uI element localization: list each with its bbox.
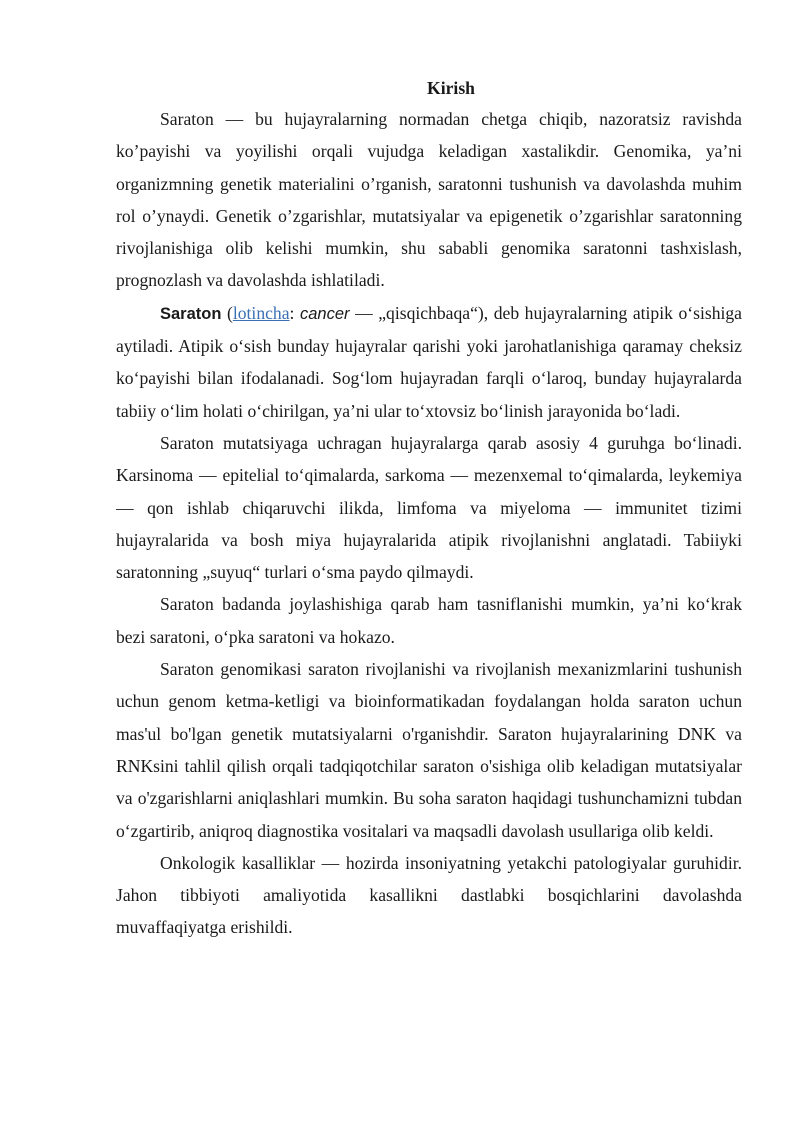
page-title: Kirish — [427, 78, 475, 98]
colon-text: : — [289, 302, 300, 323]
paragraph-genomics: Saraton genomikasi saraton rivojlanishi va rivojlanish mexanizmlarini tushunish uchun genom ketma-ketligi va bioinformatikadan foydalangan holda saraton uchun mas'ul bo'lgan genetik mutatsiyalarni o'rganishdir. Saraton hujayralarining DNK va RNKsini tahlil qilish orqali tadqiqotchilar saraton o'sishiga olib keladigan mutatsiyalar va o'zgarishlarni aniqlashlari mumkin. Bu soha saraton haqidagi tushunchamizni tubdan oʻzgartirib, aniqroq diagnostika vositalari va maqsadli davolash usullariga olib keldi. — [116, 659, 742, 841]
paragraph-oncology: Onkologik kasalliklar — hozirda insoniyatning yetakchi patologiyalar guruhidir. Jahon tibbiyoti amaliyotida kasallikni dastlabki bosqichlarini davolashda muvaffaqiyatga erishildi. — [116, 852, 742, 938]
lotincha-link[interactable]: lotincha — [232, 302, 290, 323]
open-paren: ( — [221, 302, 233, 323]
term-saraton: Saraton — [160, 304, 222, 323]
latin-term: cancer — [300, 304, 350, 323]
paragraph-groups: Saraton mutatsiyaga uchragan hujayralarga qarab asosiy 4 guruhga boʻlinadi. Karsinoma — epitelial toʻqimalarda, sarkoma — mezenxemal toʻqimalarda, leykemiya — qon ishlab chiqaruvchi ilikda, limfoma va miyeloma — immunitet tizimi hujayralarida va bosh miya hujayralarida atipik rivojlanishni anglatadi. Tabiiyki saratonning „suyuq“ turlari oʻsma paydo qilmaydi. — [116, 432, 742, 583]
paragraph-definition — [116, 297, 742, 427]
definition-rest: — „qisqichbaqa“), deb hujayralarning atipik oʻsishiga aytiladi. Atipik oʻsish bunday hujayralar qarishi yoki jarohatlanishiga qaramay cheksiz koʻpayishi bilan ifodalanadi. Sogʻlom hujayradan farqli oʻlaroq, bunday hujayralarda tabiiy oʻlim holati oʻchirilgan, yaʼni ular toʻxtovsiz boʻlinish jarayonida boʻladi. — [116, 302, 742, 421]
document-body — [116, 75, 742, 944]
paragraph-intro: Saraton — bu hujayralarning normadan chetga chiqib, nazoratsiz ravishda koʼpayishi va yoyilishi orqali vujudga keladigan xastalikdir. Genomika, yaʼni organizmning genetik materialini oʼrganish, saratonni tushunish va davolashda muhim rol oʼynaydi. Genetik oʼzgarishlar, mutatsiyalar va epigenetik oʼzgarishlar saratonning rivojlanishiga olib kelishi mumkin, shu sababli genomika saratonni tashxislash, prognozlash va davolashda ishlatiladi. — [116, 109, 742, 291]
paragraph-location: Saraton badanda joylashishiga qarab ham tasniflanishi mumkin, yaʼni koʻkrak bezi saratoni, oʻpka saratoni va hokazo. — [116, 594, 742, 647]
